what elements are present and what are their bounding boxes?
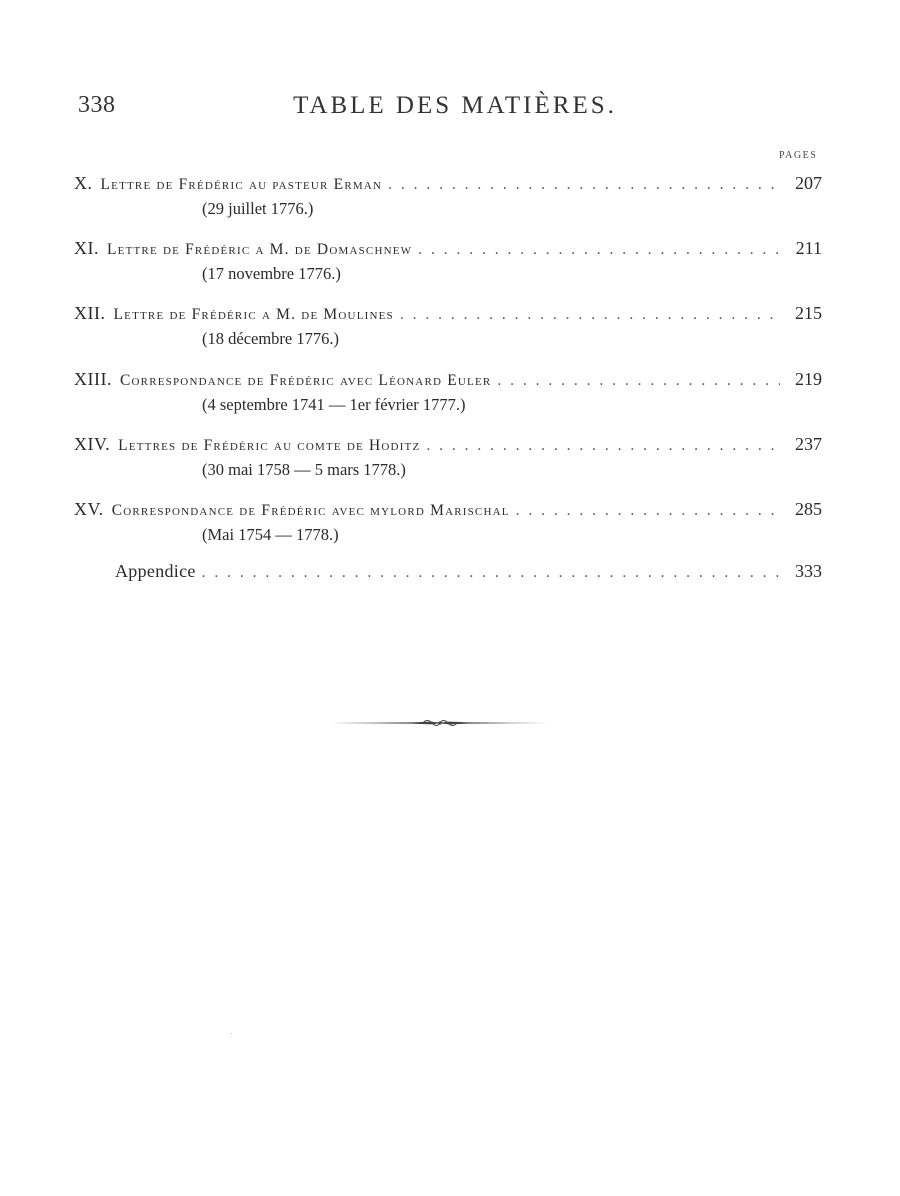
dot-leader <box>426 435 780 457</box>
entry-numeral: X. <box>74 173 93 193</box>
toc-entry <box>74 237 822 284</box>
entry-title: Lettre de Frédéric au pasteur Erman <box>100 176 383 193</box>
dot-leader <box>400 304 780 326</box>
dot-leader <box>388 174 780 196</box>
pages-column-label: PAGES <box>779 150 818 161</box>
entry-numeral: XII. <box>74 303 106 323</box>
toc-entry <box>74 498 822 545</box>
toc-entry-appendix <box>115 560 822 582</box>
entry-title: Lettre de Frédéric a M. de Moulines <box>113 306 394 323</box>
toc-entry <box>74 368 822 415</box>
print-speck <box>231 1033 232 1034</box>
entry-date: (18 décembre 1776.) <box>202 329 339 348</box>
dot-leader <box>418 239 780 261</box>
entry-page: 285 <box>795 499 822 519</box>
entry-date: (Mai 1754 — 1778.) <box>202 525 339 544</box>
entry-numeral: XIII. <box>74 369 112 389</box>
entry-page: 219 <box>795 369 822 389</box>
entry-date: (30 mai 1758 — 5 mars 1778.) <box>202 460 406 479</box>
entry-date: (4 septembre 1741 — 1er février 1777.) <box>202 395 466 414</box>
end-ornament-icon <box>331 714 549 732</box>
entry-page: 211 <box>795 238 822 258</box>
appendix-label: Appendice <box>115 561 196 581</box>
entry-title: Correspondance de Frédéric avec Léonard Euler <box>119 372 492 389</box>
entry-page: 215 <box>795 303 822 323</box>
entry-title: Lettres de Frédéric au comte de Hoditz <box>118 437 421 454</box>
entry-title: Lettre de Frédéric a M. de Domaschnew <box>107 241 413 258</box>
entry-numeral: XV. <box>74 499 104 519</box>
entry-page: 207 <box>795 173 822 193</box>
appendix-page: 333 <box>795 561 822 581</box>
toc-entry <box>74 433 822 480</box>
entry-title: Correspondance de Frédéric avec mylord Marischal <box>111 502 510 519</box>
dot-leader <box>202 562 780 584</box>
dot-leader <box>516 500 780 522</box>
page-number: 338 <box>78 92 116 118</box>
entry-page: 237 <box>795 434 822 454</box>
entry-numeral: XIV. <box>74 434 111 454</box>
dot-leader <box>497 370 780 392</box>
page-title: TABLE DES MATIÈRES. <box>293 92 617 119</box>
entry-date: (17 novembre 1776.) <box>202 264 341 283</box>
toc-entry <box>74 302 822 349</box>
toc-entry <box>74 172 822 219</box>
entry-date: (29 juillet 1776.) <box>202 199 314 218</box>
entry-numeral: XI. <box>74 238 99 258</box>
